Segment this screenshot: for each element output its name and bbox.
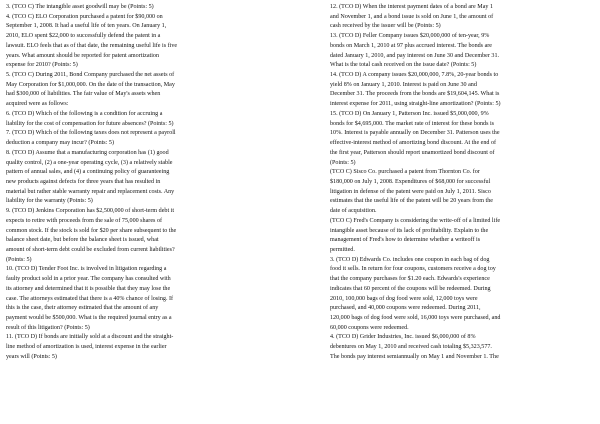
text-line: 9. (TCO D) Jenkins Corporation has $2,500,000 of short-term debt it: [6, 208, 175, 215]
text-line: the first year, Patterson should report unamortized bond discount of: [330, 149, 495, 156]
text-line: bonds for $4,695,000. The market rate of interest for these bonds is: [330, 120, 495, 127]
text-line: common stock. If the stock is sold for $20 per share subsequent to the: [6, 227, 177, 234]
text-line: new products against defects for three years that has resulted in: [6, 178, 161, 185]
text-line: amount of short-term debt could be excluded from current liabilities?: [6, 246, 175, 253]
text-line: pattern of annual sales, and (4) a continuing policy of guaranteeing: [6, 169, 170, 176]
text-line: its attorney and determined that it is possible that they may lose the: [6, 285, 171, 292]
text-line: May Corporation for $1,000,000. On the date of the transaction, May: [6, 81, 175, 88]
text-line: material but rather stable warranty repair and replacement costs. Any: [6, 188, 175, 195]
left-column: [6, 3, 276, 363]
text-line: 13. (TCO D) Feller Company issues $20,000,000 of ten-year, 9%: [330, 33, 490, 40]
text-line: (TCO C) Sisco Co. purchased a patent from Thornton Co. for: [330, 169, 480, 176]
text-line: expense for 2010? (Points: 5): [6, 62, 78, 69]
text-line: 120,000 bags of dog food were sold, 16,000 toys were purchased, and: [330, 315, 501, 321]
text-line: 7. (TCO D) Which of the following taxes does not represent a payroll: [6, 130, 176, 137]
text-line: 11. (TCO D) If bonds are initially sold at a discount and the straight-: [6, 334, 174, 341]
text-line: litigation in defense of the patent were paid on July 1, 2011. Sisco: [330, 188, 491, 195]
text-line: date of acquisition.: [330, 208, 377, 215]
text-line: years will (Points: 5): [6, 353, 57, 360]
text-line: 2010, 100,000 bags of dog food were sold, 12,000 toys were: [330, 295, 478, 302]
text-line: 8. (TCO D) Assume that a manufacturing corporation has (1) good: [6, 149, 169, 156]
right-column: [330, 3, 600, 363]
text-line: 60,000 coupons were redeemed.: [330, 324, 409, 331]
text-line: The bonds pay interest semiannually on May 1 and November 1. The: [330, 353, 499, 360]
text-line: 14. (TCO D) A company issues $20,000,000, 7.8%, 20-year bonds to: [330, 72, 499, 79]
text-line: liability for the warranty (Points: 5): [6, 198, 93, 205]
text-line: interest expense for 2011, using straight-line amortization? (Points: 5): [330, 101, 501, 108]
text-line: 5. (TCO C) During 2011, Bond Company purchased the net assets of: [6, 72, 175, 79]
text-line: (Points: 5): [6, 256, 32, 263]
text-line: effective-interest method of amortizing bond discount. At the end of: [330, 140, 497, 147]
text-line: balance sheet date, but before the balance sheet is issued, what: [6, 237, 159, 244]
text-line: dated January 1, 2010, and pay interest on June 30 and December 31.: [330, 52, 500, 59]
text-line: 6. (TCO D) Which of the following is a condition for accruing a: [6, 110, 163, 117]
text-line: 3. (TCO C) The intangible asset goodwill may be (Points: 5): [6, 4, 154, 10]
text-line: deduction a company may incur? (Points: 5): [6, 140, 114, 147]
text-line: (TCO C) Fred's Company is considering the write-off of a limited life: [330, 217, 501, 224]
text-line: cash received by the issuer will be (Points: 5): [330, 23, 441, 30]
text-line: 3. (TCO D) Edwards Co. includes one coupon in each bag of dog: [330, 256, 490, 263]
text-line: $180,000 on July 1, 2008. Expenditures of $68,000 for successful: [330, 178, 491, 185]
text-line: line method of amortization is used, interest expense in the earlier: [6, 344, 167, 351]
text-line: 12. (TCO D) When the interest payment dates of a bond are May 1: [330, 4, 494, 10]
text-line: had $300,000 of liabilities. The fair value of May's assets when: [6, 91, 161, 98]
text-line: What is the total cash received on the issue date? (Points: 5): [330, 62, 477, 69]
text-line: food it sells. In return for four coupons, customers receive a dog toy: [330, 266, 496, 273]
text-line: that the company purchases for $1.20 each. Edwards's experience: [330, 276, 490, 283]
text-line: quality control, (2) a one-year operating cycle, (3) a relatively stable: [6, 159, 173, 166]
text-line: 10%. Interest is payable annually on December 31. Patterson uses the: [330, 130, 500, 137]
text-line: lawsuit. ELO feels that as of that date, the remaining useful life is five: [6, 42, 178, 49]
text-line: indicates that 60 percent of the coupons will be redeemed. During: [330, 285, 491, 292]
text-line: payment would be $500,000. What is the required journal entry as a: [6, 315, 172, 321]
text-line: permitted.: [330, 246, 355, 253]
text-line: expects to retire with proceeds from the sale of 75,000 shares of: [6, 217, 163, 224]
text-line: management of Fred's how to determine whether a writeoff is: [330, 237, 481, 244]
text-line: September 1, 2008. It had a useful life of ten years. On January 1,: [6, 23, 167, 30]
text-line: 4. (TCO D) Grider Industries, Inc. issued $6,000,000 of 8%: [330, 334, 476, 341]
text-line: liability for the cost of compensation for future absences? (Points: 5): [6, 120, 174, 127]
text-line: faulty product sold in a prior year. The company has consulted with: [6, 276, 171, 283]
text-line: 15. (TCO D) On January 1, Patterson Inc. issued $5,000,000, 9%: [330, 110, 489, 117]
text-line: this is the case, their attorney estimated that the amount of any: [6, 305, 159, 312]
text-line: estimates that the useful life of the patent will be 20 years from the: [330, 198, 493, 205]
text-line: and November 1, and a bond issue is sold on June 1, the amount of: [330, 13, 494, 20]
text-line: case. The attorneys estimated that there is a 40% chance of losing. If: [6, 295, 174, 302]
text-line: acquired were as follows:: [6, 101, 69, 108]
text-line: yield 8% on January 1, 2010. Interest is paid on June 30 and: [330, 81, 477, 88]
text-line: (Points: 5): [330, 159, 356, 166]
text-line: 2010, ELO spent $22,000 to successfully defend the patent in a: [6, 33, 161, 40]
text-line: debentures on May 1, 2010 and received cash totaling $5,323,577.: [330, 344, 492, 351]
text-line: 4. (TCO C) ELO Corporation purchased a patent for $90,000 on: [6, 13, 163, 20]
text-line: purchased, and 40,000 coupons were redeemed. During 2011,: [330, 305, 481, 312]
text-line: December 31. The proceeds from the bonds are $19,604,145. What is: [330, 91, 500, 98]
text-line: bonds on March 1, 2010 at 97 plus accrued interest. The bonds are: [330, 42, 493, 49]
text-line: years. What amount should be reported for patent amortization: [6, 52, 160, 59]
text-line: intangible asset because of its lack of profitability. Explain to the: [330, 227, 489, 234]
text-line: result of this litigation? (Points: 5): [6, 324, 90, 331]
text-line: 10. (TCO D) Tender Foot Inc. is involved in litigation regarding a: [6, 266, 167, 273]
